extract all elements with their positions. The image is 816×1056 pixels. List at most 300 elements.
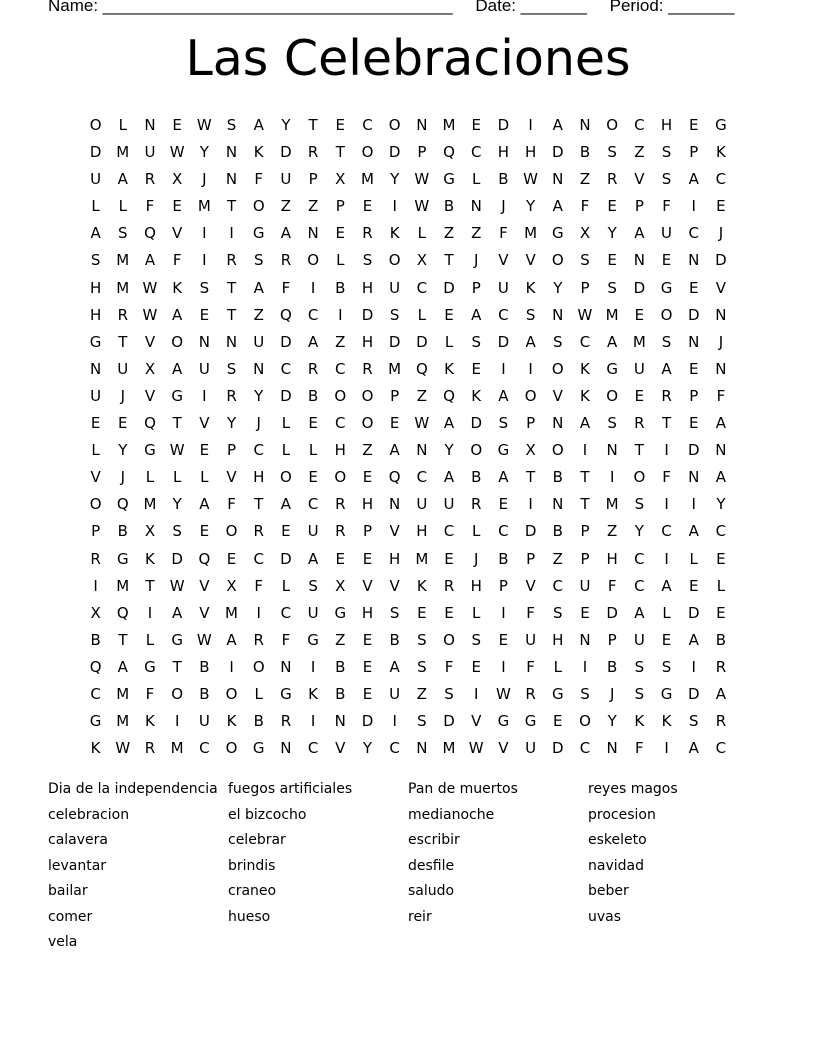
grid-letter[interactable]: X (226, 576, 237, 595)
grid-letter[interactable]: V (525, 576, 536, 595)
grid-letter[interactable]: W (196, 630, 212, 649)
grid-letter[interactable]: X (335, 576, 346, 595)
grid-letter[interactable]: P (580, 522, 590, 541)
grid-letter[interactable]: V (172, 224, 183, 243)
grid-letter[interactable]: K (308, 684, 319, 703)
grid-letter[interactable]: D (280, 332, 292, 351)
grid-letter[interactable]: T (580, 468, 590, 487)
grid-letter[interactable]: M (116, 278, 130, 297)
grid-letter[interactable]: O (361, 414, 374, 433)
grid-letter[interactable]: L (118, 116, 127, 134)
grid-letter[interactable]: W (523, 170, 539, 189)
grid-letter[interactable]: S (498, 414, 509, 433)
grid-letter[interactable]: T (118, 630, 128, 649)
grid-letter[interactable]: H (253, 468, 265, 487)
grid-letter[interactable]: C (688, 224, 699, 243)
grid-letter[interactable]: D (687, 603, 700, 622)
grid-letter[interactable]: Y (553, 278, 563, 297)
grid-letter[interactable]: Y (607, 712, 617, 731)
grid-letter[interactable]: W (414, 414, 430, 433)
grid-letter[interactable]: E (444, 305, 454, 324)
grid-letter[interactable]: N (715, 305, 727, 324)
grid-letter[interactable]: S (553, 603, 563, 622)
grid-letter[interactable]: M (415, 549, 429, 568)
grid-letter[interactable]: Q (89, 657, 102, 676)
grid-letter[interactable]: U (198, 712, 210, 731)
grid-letter[interactable]: O (388, 116, 401, 134)
grid-letter[interactable]: N (606, 739, 618, 758)
grid-letter[interactable]: G (89, 712, 102, 731)
grid-letter[interactable]: S (417, 657, 427, 676)
grid-letter[interactable]: A (253, 116, 264, 134)
grid-letter[interactable]: N (552, 305, 564, 324)
grid-letter[interactable]: O (171, 684, 184, 703)
grid-letter[interactable]: E (688, 278, 699, 297)
grid-letter[interactable]: C (634, 576, 645, 595)
grid-letter[interactable]: T (661, 414, 672, 433)
grid-letter[interactable]: D (715, 251, 727, 270)
grid-letter[interactable]: E (688, 576, 699, 595)
grid-letter[interactable]: J (501, 197, 506, 216)
grid-letter[interactable]: P (607, 630, 617, 649)
grid-letter[interactable]: Q (443, 386, 455, 405)
grid-letter[interactable]: R (144, 170, 156, 189)
grid-letter[interactable]: E (118, 414, 128, 433)
grid-letter[interactable]: S (688, 712, 699, 731)
grid-letter[interactable]: A (661, 576, 672, 595)
grid-letter[interactable]: R (144, 739, 156, 758)
grid-letter[interactable]: S (226, 116, 237, 134)
grid-letter[interactable]: E (362, 549, 373, 568)
grid-letter[interactable]: K (226, 712, 237, 731)
grid-letter[interactable]: P (580, 549, 590, 568)
grid-letter[interactable]: A (498, 468, 509, 487)
grid-letter[interactable]: F (281, 630, 291, 649)
grid-letter[interactable]: V (90, 468, 101, 487)
grid-letter[interactable]: Q (443, 143, 455, 162)
grid-letter[interactable]: Y (199, 143, 209, 162)
grid-letter[interactable]: U (633, 630, 645, 649)
grid-letter[interactable]: V (389, 522, 400, 541)
grid-letter[interactable]: I (582, 657, 588, 676)
grid-letter[interactable]: S (253, 251, 264, 270)
grid-letter[interactable]: C (715, 170, 727, 189)
grid-letter[interactable]: H (552, 630, 564, 649)
grid-letter[interactable]: U (497, 278, 509, 297)
grid-letter[interactable]: U (307, 603, 319, 622)
grid-letter[interactable]: I (310, 657, 316, 676)
grid-letter[interactable]: C (307, 495, 319, 514)
grid-letter[interactable]: T (145, 576, 155, 595)
grid-letter[interactable]: E (580, 603, 590, 622)
grid-letter[interactable]: K (90, 739, 101, 758)
grid-letter[interactable]: A (199, 495, 210, 514)
grid-letter[interactable]: K (145, 549, 155, 568)
grid-letter[interactable]: X (144, 359, 156, 378)
grid-letter[interactable]: L (472, 603, 481, 622)
grid-letter[interactable]: C (253, 441, 264, 460)
grid-letter[interactable]: Q (116, 603, 129, 622)
grid-letter[interactable]: I (691, 657, 696, 676)
grid-letter[interactable]: V (144, 386, 156, 405)
grid-letter[interactable]: S (417, 630, 427, 649)
grid-letter[interactable]: T (118, 332, 128, 351)
grid-letter[interactable]: I (392, 712, 397, 731)
grid-letter[interactable]: N (715, 441, 727, 460)
date-field[interactable]: Date: _______ (475, 0, 587, 15)
grid-letter[interactable]: N (688, 332, 700, 351)
grid-letter[interactable]: Y (281, 116, 291, 134)
grid-letter[interactable]: W (577, 305, 593, 324)
grid-letter[interactable]: M (360, 170, 374, 189)
grid-letter[interactable]: A (552, 116, 563, 134)
grid-letter[interactable]: B (389, 630, 400, 649)
grid-letter[interactable]: U (416, 495, 428, 514)
grid-letter[interactable]: I (609, 468, 615, 487)
grid-letter[interactable]: F (526, 603, 535, 622)
grid-letter[interactable]: O (361, 386, 374, 405)
grid-letter[interactable]: M (116, 576, 130, 595)
grid-letter[interactable]: C (416, 278, 428, 297)
grid-letter[interactable]: S (471, 630, 481, 649)
grid-letter[interactable]: F (172, 251, 182, 270)
grid-letter[interactable]: R (606, 170, 618, 189)
grid-letter[interactable]: A (90, 224, 101, 243)
grid-letter[interactable]: S (553, 332, 563, 351)
grid-letter[interactable]: D (633, 278, 646, 297)
grid-letter[interactable]: E (335, 116, 346, 134)
grid-letter[interactable]: E (199, 441, 210, 460)
grid-letter[interactable]: T (308, 116, 318, 134)
grid-letter[interactable]: Y (634, 522, 644, 541)
grid-letter[interactable]: N (253, 359, 265, 378)
grid-letter[interactable]: E (634, 305, 645, 324)
grid-letter[interactable]: E (553, 712, 563, 731)
grid-letter[interactable]: O (89, 116, 102, 134)
grid-letter[interactable]: Y (716, 495, 726, 514)
grid-letter[interactable]: V (525, 251, 536, 270)
grid-letter[interactable]: B (90, 630, 101, 649)
grid-letter[interactable]: H (89, 278, 102, 297)
grid-letter[interactable]: Z (552, 549, 563, 568)
grid-letter[interactable]: B (117, 522, 128, 541)
grid-letter[interactable]: S (607, 414, 617, 433)
grid-letter[interactable]: Z (471, 224, 482, 243)
grid-letter[interactable]: E (716, 603, 726, 622)
grid-letter[interactable]: H (334, 441, 346, 460)
grid-letter[interactable]: P (308, 170, 318, 189)
grid-letter[interactable]: W (169, 576, 185, 595)
grid-letter[interactable]: O (225, 684, 238, 703)
grid-letter[interactable]: I (501, 657, 506, 676)
grid-letter[interactable]: U (633, 359, 645, 378)
grid-letter[interactable]: U (525, 739, 537, 758)
grid-letter[interactable]: A (525, 332, 536, 351)
grid-letter[interactable]: F (526, 657, 535, 676)
grid-letter[interactable]: P (417, 143, 427, 162)
grid-letter[interactable]: R (634, 414, 645, 433)
grid-letter[interactable]: U (90, 386, 102, 405)
grid-letter[interactable]: U (117, 359, 129, 378)
grid-letter[interactable]: R (715, 712, 727, 731)
grid-letter[interactable]: I (528, 116, 533, 134)
grid-letter[interactable]: R (117, 305, 128, 324)
grid-letter[interactable]: C (335, 359, 346, 378)
grid-letter[interactable]: I (474, 684, 479, 703)
grid-letter[interactable]: V (199, 576, 210, 595)
grid-letter[interactable]: A (117, 657, 128, 676)
grid-letter[interactable]: E (172, 197, 182, 216)
grid-letter[interactable]: C (470, 143, 482, 162)
grid-letter[interactable]: A (280, 224, 292, 243)
grid-letter[interactable]: R (525, 684, 536, 703)
grid-letter[interactable]: X (579, 224, 591, 243)
grid-letter[interactable]: T (526, 468, 536, 487)
grid-letter[interactable]: E (716, 549, 726, 568)
grid-letter[interactable]: I (392, 197, 397, 216)
grid-letter[interactable]: E (498, 495, 509, 514)
grid-letter[interactable]: O (633, 468, 646, 487)
grid-letter[interactable]: O (660, 305, 673, 324)
grid-letter[interactable]: J (718, 332, 724, 351)
grid-letter[interactable]: O (280, 468, 292, 487)
grid-letter[interactable]: P (335, 197, 345, 216)
grid-letter[interactable]: F (281, 278, 291, 297)
grid-letter[interactable]: C (280, 603, 292, 622)
grid-letter[interactable]: F (444, 657, 454, 676)
grid-letter[interactable]: S (634, 657, 645, 676)
grid-letter[interactable]: M (197, 197, 211, 216)
grid-letter[interactable]: K (580, 359, 590, 378)
grid-letter[interactable]: A (579, 414, 591, 433)
grid-letter[interactable]: N (280, 739, 292, 758)
grid-letter[interactable]: I (93, 576, 98, 595)
grid-letter[interactable]: W (468, 739, 484, 758)
grid-letter[interactable]: D (687, 441, 700, 460)
grid-letter[interactable]: H (89, 305, 102, 324)
grid-letter[interactable]: G (252, 739, 265, 758)
grid-letter[interactable]: S (308, 576, 318, 595)
grid-letter[interactable]: T (634, 441, 644, 460)
grid-letter[interactable]: T (580, 495, 590, 514)
grid-letter[interactable]: C (579, 739, 591, 758)
grid-letter[interactable]: R (307, 143, 319, 162)
grid-letter[interactable]: E (308, 414, 318, 433)
grid-letter[interactable]: A (443, 468, 455, 487)
grid-letter[interactable]: U (144, 143, 156, 162)
grid-letter[interactable]: F (662, 197, 671, 216)
grid-letter[interactable]: N (389, 495, 401, 514)
grid-letter[interactable]: A (307, 332, 319, 351)
grid-letter[interactable]: M (632, 332, 646, 351)
grid-letter[interactable]: R (253, 522, 264, 541)
grid-letter[interactable]: H (361, 603, 374, 622)
grid-letter[interactable]: N (416, 116, 428, 134)
grid-letter[interactable]: Y (607, 224, 617, 243)
grid-letter[interactable]: O (89, 495, 102, 514)
grid-letter[interactable]: S (634, 684, 645, 703)
grid-letter[interactable]: F (145, 197, 155, 216)
grid-letter[interactable]: X (525, 441, 536, 460)
grid-letter[interactable]: D (497, 116, 510, 134)
grid-letter[interactable]: G (715, 116, 727, 134)
grid-letter[interactable]: D (280, 549, 292, 568)
grid-letter[interactable]: L (281, 414, 291, 433)
grid-letter[interactable]: V (498, 739, 509, 758)
grid-letter[interactable]: S (607, 143, 617, 162)
grid-letter[interactable]: L (172, 468, 182, 487)
grid-letter[interactable]: B (471, 468, 482, 487)
grid-letter[interactable]: F (580, 197, 590, 216)
grid-letter[interactable]: Z (280, 197, 292, 216)
grid-letter[interactable]: X (416, 251, 427, 270)
grid-letter[interactable]: G (144, 657, 156, 676)
grid-letter[interactable]: E (90, 414, 101, 433)
grid-letter[interactable]: G (252, 224, 265, 243)
grid-letter[interactable]: B (199, 684, 210, 703)
grid-letter[interactable]: R (335, 522, 346, 541)
grid-letter[interactable]: I (664, 549, 669, 568)
grid-letter[interactable]: A (607, 332, 618, 351)
grid-letter[interactable]: W (196, 116, 212, 134)
grid-letter[interactable]: K (661, 712, 672, 731)
grid-letter[interactable]: B (307, 386, 319, 405)
grid-letter[interactable]: E (226, 549, 237, 568)
grid-letter[interactable]: R (335, 495, 346, 514)
grid-letter[interactable]: A (117, 170, 128, 189)
grid-letter[interactable]: D (388, 332, 401, 351)
grid-letter[interactable]: O (606, 116, 619, 134)
grid-letter[interactable]: P (526, 414, 536, 433)
grid-letter[interactable]: H (660, 116, 673, 134)
grid-letter[interactable]: Z (416, 386, 427, 405)
grid-letter[interactable]: B (552, 468, 563, 487)
grid-letter[interactable]: N (552, 170, 564, 189)
grid-letter[interactable]: M (116, 143, 130, 162)
grid-letter[interactable]: K (444, 359, 454, 378)
grid-letter[interactable]: D (89, 143, 102, 162)
grid-letter[interactable]: G (307, 630, 319, 649)
grid-letter[interactable]: J (256, 414, 261, 433)
grid-letter[interactable]: C (253, 549, 264, 568)
grid-letter[interactable]: N (579, 630, 591, 649)
period-field[interactable]: Period: _______ (609, 0, 735, 15)
grid-letter[interactable]: P (689, 143, 699, 162)
grid-letter[interactable]: C (661, 522, 672, 541)
grid-letter[interactable]: D (552, 143, 564, 162)
grid-letter[interactable]: W (169, 143, 185, 162)
grid-letter[interactable]: O (551, 441, 564, 460)
grid-letter[interactable]: E (362, 468, 373, 487)
grid-letter[interactable]: C (362, 116, 373, 134)
grid-letter[interactable]: E (308, 468, 318, 487)
name-field[interactable]: Name: _____________________________________ (48, 0, 453, 15)
grid-letter[interactable]: I (664, 739, 669, 758)
grid-letter[interactable]: R (661, 386, 672, 405)
grid-letter[interactable]: B (552, 522, 563, 541)
grid-letter[interactable]: O (551, 359, 564, 378)
grid-letter[interactable]: E (661, 251, 672, 270)
grid-letter[interactable]: B (443, 197, 455, 216)
grid-letter[interactable]: M (225, 603, 238, 622)
grid-letter[interactable]: E (688, 414, 699, 433)
grid-letter[interactable]: N (715, 359, 727, 378)
grid-letter[interactable]: G (606, 359, 618, 378)
grid-letter[interactable]: B (199, 657, 210, 676)
grid-letter[interactable]: E (172, 116, 182, 134)
grid-letter[interactable]: R (280, 251, 292, 270)
grid-letter[interactable]: C (307, 739, 319, 758)
grid-letter[interactable]: Q (116, 495, 129, 514)
grid-letter[interactable]: K (172, 278, 183, 297)
grid-letter[interactable]: W (495, 684, 511, 703)
grid-letter[interactable]: J (474, 251, 479, 270)
grid-letter[interactable]: D (687, 305, 700, 324)
grid-letter[interactable]: T (226, 278, 237, 297)
grid-letter[interactable]: N (688, 468, 700, 487)
grid-letter[interactable]: Q (144, 224, 156, 243)
grid-letter[interactable]: T (444, 251, 454, 270)
grid-letter[interactable]: H (361, 278, 374, 297)
grid-letter[interactable]: I (691, 495, 696, 514)
grid-letter[interactable]: S (634, 495, 645, 514)
grid-letter[interactable]: R (280, 712, 292, 731)
grid-letter[interactable]: E (362, 684, 373, 703)
grid-letter[interactable]: E (471, 116, 481, 134)
grid-letter[interactable]: D (524, 522, 537, 541)
grid-letter[interactable]: R (362, 359, 373, 378)
grid-letter[interactable]: L (472, 170, 481, 189)
grid-letter[interactable]: N (307, 224, 319, 243)
grid-letter[interactable]: A (144, 251, 156, 270)
grid-letter[interactable]: K (525, 278, 536, 297)
grid-letter[interactable]: I (310, 712, 316, 731)
grid-letter[interactable]: S (226, 359, 237, 378)
grid-letter[interactable]: A (443, 414, 455, 433)
grid-letter[interactable]: V (362, 576, 373, 595)
grid-letter[interactable]: H (606, 549, 618, 568)
grid-letter[interactable]: V (552, 386, 563, 405)
grid-letter[interactable]: E (444, 603, 454, 622)
grid-letter[interactable]: D (171, 549, 183, 568)
grid-letter[interactable]: B (335, 657, 346, 676)
grid-letter[interactable]: K (416, 576, 427, 595)
grid-letter[interactable]: N (198, 332, 210, 351)
grid-letter[interactable]: N (579, 116, 591, 134)
grid-letter[interactable]: T (254, 495, 264, 514)
grid-letter[interactable]: U (307, 522, 319, 541)
grid-letter[interactable]: G (551, 684, 564, 703)
grid-letter[interactable]: M (524, 224, 538, 243)
grid-letter[interactable]: I (528, 495, 533, 514)
grid-letter[interactable]: L (553, 657, 562, 676)
grid-letter[interactable]: G (144, 441, 156, 460)
grid-letter[interactable]: W (142, 278, 158, 297)
grid-letter[interactable]: Z (307, 197, 319, 216)
grid-letter[interactable]: U (198, 359, 210, 378)
grid-letter[interactable]: I (664, 495, 669, 514)
grid-letter[interactable]: E (281, 522, 291, 541)
grid-letter[interactable]: R (715, 657, 727, 676)
grid-letter[interactable]: G (497, 712, 510, 731)
grid-letter[interactable]: R (253, 630, 264, 649)
grid-letter[interactable]: B (335, 684, 346, 703)
grid-letter[interactable]: T (335, 143, 345, 162)
grid-letter[interactable]: I (310, 278, 316, 297)
grid-letter[interactable]: I (202, 386, 207, 405)
grid-letter[interactable]: E (362, 197, 373, 216)
grid-letter[interactable]: H (416, 522, 428, 541)
